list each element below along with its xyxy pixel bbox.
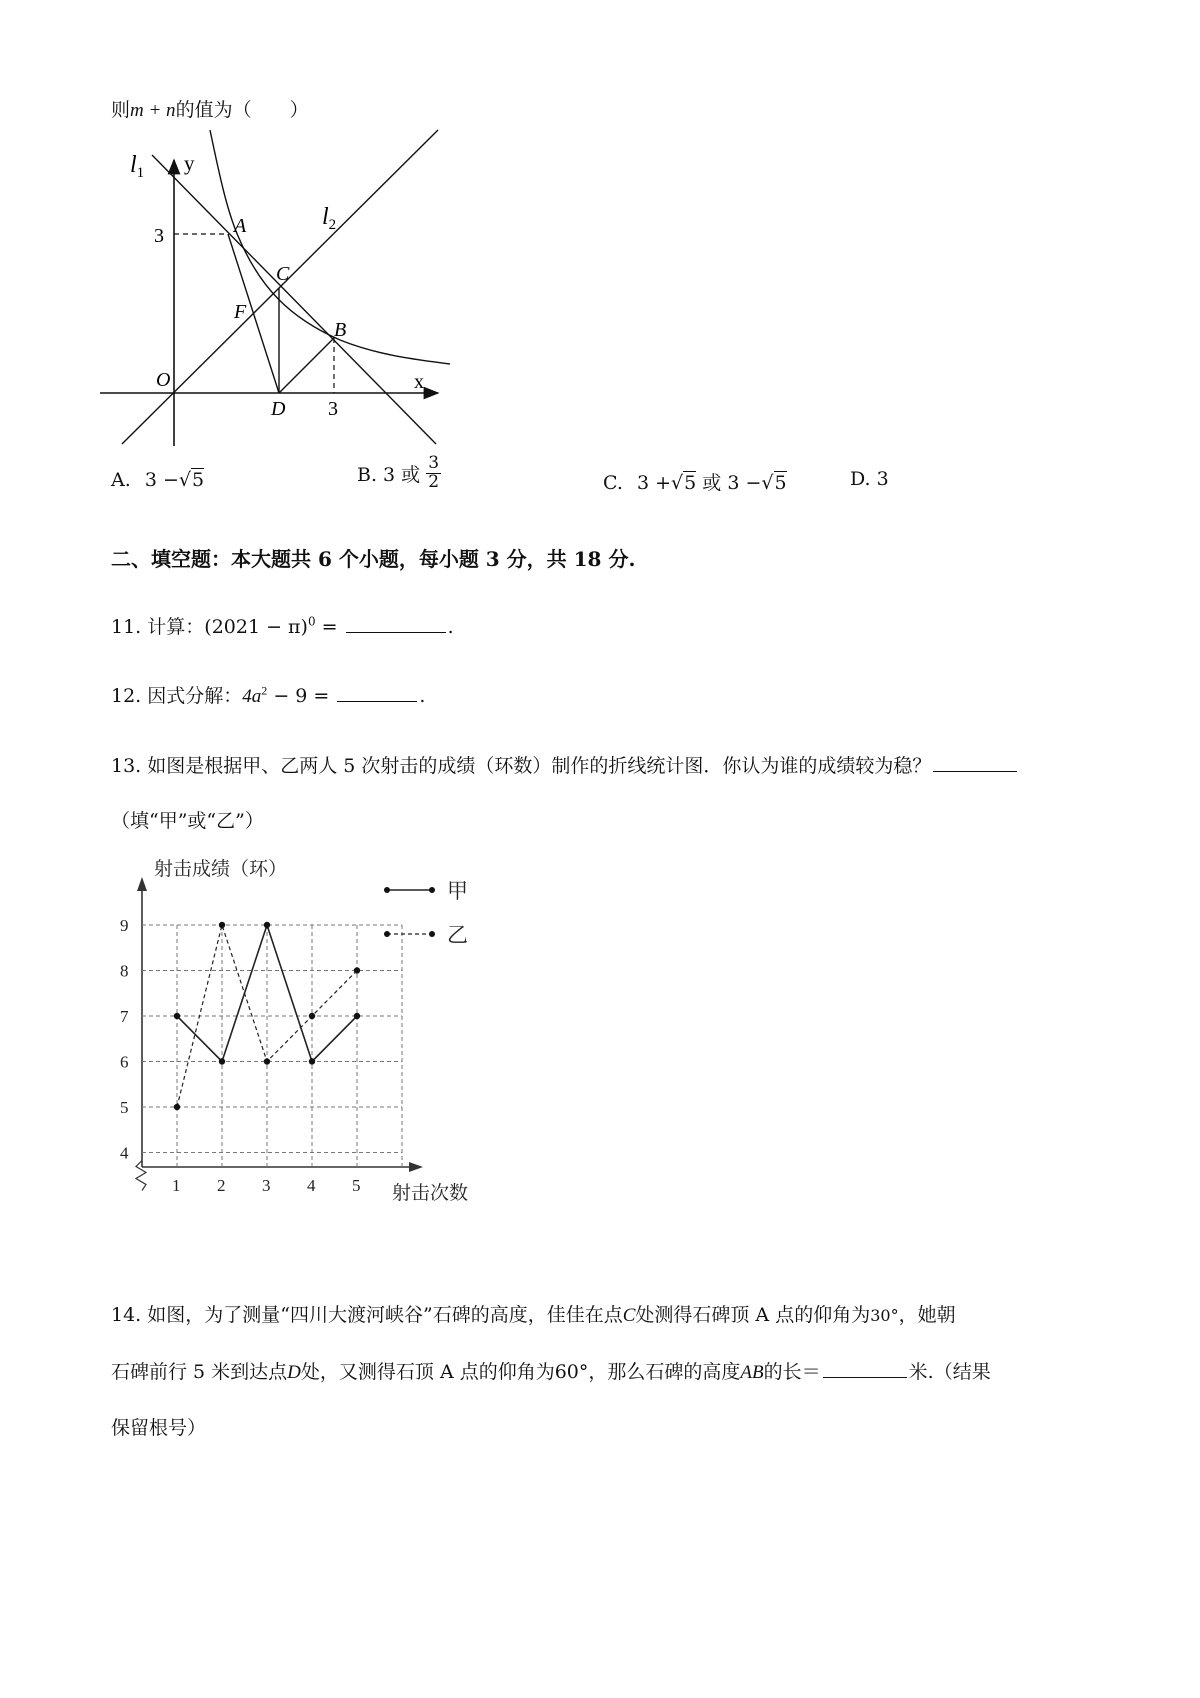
option-c-or: 或	[702, 472, 722, 494]
label-f: F	[234, 301, 247, 323]
label-b: B	[334, 319, 347, 341]
y-tick-label: 7	[120, 1007, 129, 1026]
q12	[111, 681, 425, 708]
option-b-den: 2	[428, 471, 440, 492]
q11-text: 计算：	[147, 616, 205, 638]
option-b-label: B. 3 或	[357, 463, 421, 486]
section-heading: 二、填空题：本大题共 6 个小题，每小题 3 分，共 18 分.	[111, 547, 636, 571]
q14-text-1b: 处测得石碑顶 A 点的仰角为	[635, 1304, 871, 1326]
q12-end: .	[419, 685, 426, 707]
data-point-series-1	[264, 922, 270, 928]
option-b-fraction	[426, 455, 441, 492]
label-a: A	[234, 215, 247, 237]
hyperbola-curve	[210, 130, 450, 364]
y-axis-arrow-icon	[137, 877, 147, 891]
q11-end: .	[447, 616, 454, 638]
data-point-series-2	[219, 922, 225, 928]
q14-point-d: D	[287, 1362, 301, 1383]
q12-expr: $4a^2$	[242, 683, 268, 707]
y-tick-label: 5	[120, 1098, 129, 1117]
label-l2: $l_2$	[322, 204, 337, 233]
q13-num: 13.	[111, 755, 142, 777]
x-axis-arrow-icon	[409, 1162, 423, 1172]
series-line-1	[177, 925, 357, 1062]
data-point-series-1	[174, 1013, 180, 1019]
option-b-num: 3	[428, 453, 440, 473]
option-a-expr: 3 −	[144, 469, 179, 491]
q10-stem-suffix: 的值为（ ）	[175, 99, 309, 121]
data-point-series-1	[219, 1058, 225, 1064]
q12-expr-b: − 9 =	[267, 685, 336, 707]
q13-line2: （填“甲”或“乙”）	[111, 810, 264, 832]
option-c-expr1: 3 +	[636, 472, 672, 494]
label-o: O	[156, 369, 171, 391]
option-a-root: 5	[191, 469, 205, 491]
x-tick-label: 5	[352, 1176, 361, 1195]
option-c-root2: 5	[774, 472, 787, 494]
q14-text-2e: 米.（结果	[908, 1361, 991, 1383]
segment-db	[279, 338, 334, 393]
data-point-series-2	[309, 1013, 315, 1019]
q14-text-2d: 的长＝	[763, 1361, 821, 1383]
q14-line2	[111, 1357, 991, 1384]
x-tick-label: 1	[172, 1176, 181, 1195]
q14-angle-2: 60°	[554, 1361, 589, 1383]
q11-expr: $(2021 - \pi)^0$	[204, 614, 316, 638]
x-tick-label: 3	[262, 1176, 271, 1195]
option-c	[603, 468, 787, 495]
data-point-series-2	[354, 967, 360, 973]
q12-text: 因式分解：	[147, 685, 243, 707]
q12-num: 12.	[111, 685, 142, 707]
legend-label-1: 甲	[447, 879, 468, 903]
sqrt-icon: √	[761, 472, 774, 494]
q14-line3: 保留根号）	[111, 1417, 207, 1439]
q14-point-c: C	[622, 1305, 636, 1326]
legend-marker	[429, 931, 435, 937]
q14-segment-ab: AB	[740, 1362, 764, 1383]
axis-break-icon	[136, 1161, 146, 1191]
data-point-series-2	[174, 1104, 180, 1110]
legend-marker	[384, 887, 390, 893]
q11	[111, 612, 454, 639]
label-c: C	[276, 263, 290, 285]
q14-text-2b: 处，又测得石顶 A 点的仰角为	[300, 1361, 555, 1383]
q14-line1	[111, 1300, 956, 1327]
legend-marker	[429, 887, 435, 893]
q14-answer-blank[interactable]	[823, 1376, 907, 1378]
q13-line1	[111, 751, 1019, 778]
option-c-root1: 5	[684, 472, 697, 494]
q11-eq: =	[315, 616, 344, 638]
label-y: y	[184, 151, 195, 175]
option-d	[850, 468, 889, 490]
data-point-series-2	[264, 1058, 270, 1064]
q11-num: 11.	[111, 616, 142, 638]
label-d: D	[271, 398, 286, 420]
y-tick-label: 4	[120, 1143, 129, 1163]
q11-answer-blank[interactable]	[346, 631, 446, 633]
q13-line-chart	[100, 855, 530, 1275]
y-axis-title: 射击成绩（环）	[154, 858, 288, 880]
y-tick-label: 6	[120, 1052, 129, 1072]
option-b	[357, 455, 441, 492]
q14-text-2c: ，那么石碑的高度	[588, 1361, 741, 1383]
y-tick-label: 9	[120, 916, 129, 935]
x-tick-label: 4	[307, 1176, 316, 1195]
option-c-label: C.	[603, 472, 623, 494]
q10-stem	[111, 95, 309, 122]
label-three-x: 3	[328, 398, 338, 420]
x-axis-title: 射击次数	[392, 1182, 469, 1204]
legend-label-2: 乙	[447, 923, 468, 947]
option-a-label: A.	[111, 469, 131, 491]
q10-figure	[100, 128, 460, 448]
q14-angle-1: 30°	[870, 1306, 899, 1325]
y-tick-label: 8	[120, 961, 129, 981]
option-d-label: D. 3	[850, 468, 889, 490]
option-a	[111, 468, 204, 491]
q14-text-1a: 如图，为了测量“四川大渡河峡谷”石碑的高度，佳佳在点	[147, 1304, 623, 1326]
sqrt-icon: √	[178, 469, 191, 491]
label-three-y: 3	[154, 225, 164, 247]
legend-marker	[384, 931, 390, 937]
data-point-series-1	[354, 1013, 360, 1019]
q14-text-2a: 石碑前行 5 米到达点	[111, 1361, 288, 1383]
q13-answer-blank[interactable]	[933, 770, 1017, 772]
q14-text-1c: ，她朝	[898, 1304, 956, 1326]
q10-stem-prefix: 则	[111, 99, 131, 121]
option-c-expr2: 3 −	[727, 472, 762, 494]
line-l1	[152, 155, 436, 444]
label-x: x	[414, 371, 424, 393]
q14-num: 14.	[111, 1304, 142, 1326]
q10-stem-expr: m + n	[130, 100, 176, 121]
data-point-series-1	[309, 1058, 315, 1064]
q13-text: 如图是根据甲、乙两人 5 次射击的成绩（环数）制作的折线统计图．你认为谁的成绩较为稳？	[147, 755, 932, 777]
x-tick-label: 2	[217, 1176, 226, 1195]
sqrt-icon: √	[671, 472, 684, 494]
q12-answer-blank[interactable]	[337, 700, 417, 702]
label-l1: $l_1$	[130, 152, 145, 181]
